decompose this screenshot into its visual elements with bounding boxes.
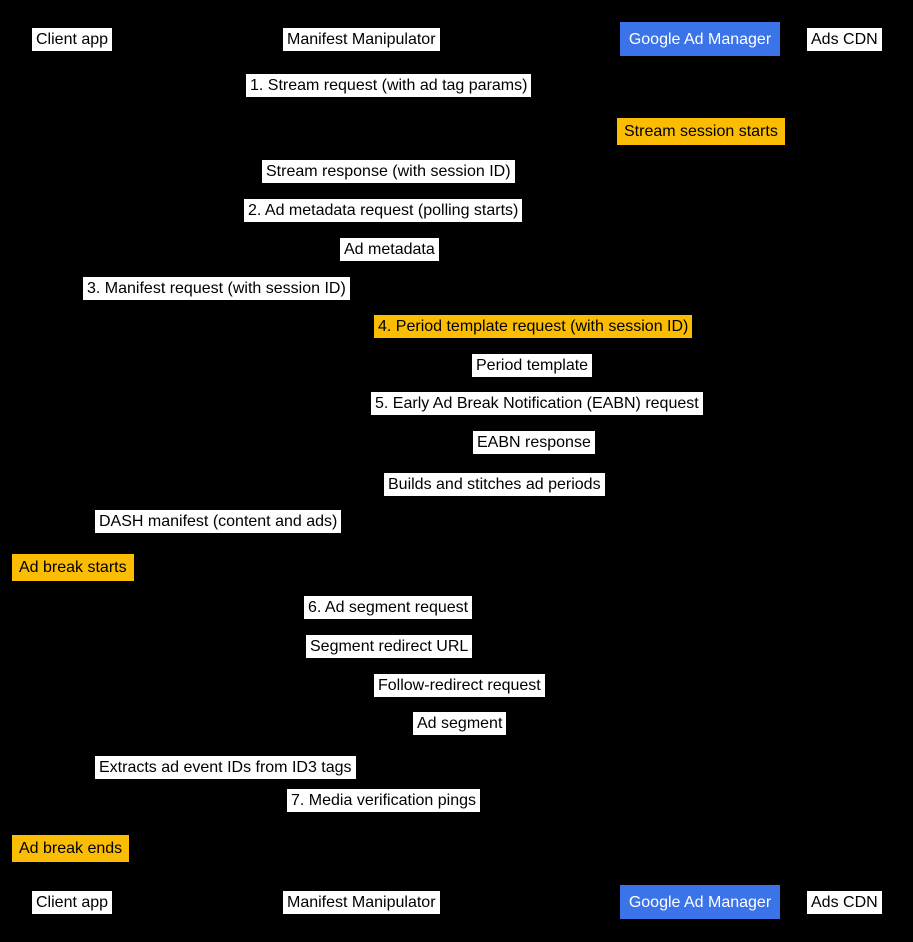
message-extracts-ad-event-ids: Extracts ad event IDs from ID3 tags xyxy=(95,756,356,779)
message-stream-request: 1. Stream request (with ad tag params) xyxy=(246,74,531,97)
message-eabn-response: EABN response xyxy=(473,431,595,454)
message-ad-segment: Ad segment xyxy=(413,712,506,735)
actor-ads-cdn-top: Ads CDN xyxy=(807,28,882,51)
message-period-template-request: 4. Period template request (with session ID) xyxy=(374,315,692,338)
message-segment-redirect-url: Segment redirect URL xyxy=(306,635,472,658)
message-dash-manifest: DASH manifest (content and ads) xyxy=(95,510,341,533)
message-eabn-request: 5. Early Ad Break Notification (EABN) request xyxy=(371,392,703,415)
message-follow-redirect-request: Follow-redirect request xyxy=(374,674,545,697)
note-ad-break-ends: Ad break ends xyxy=(12,835,129,862)
note-stream-session-starts: Stream session starts xyxy=(617,118,785,145)
actor-google-ad-manager-top: Google Ad Manager xyxy=(620,22,780,56)
actor-client-app-top: Client app xyxy=(32,28,112,51)
message-ad-metadata-request: 2. Ad metadata request (polling starts) xyxy=(244,199,522,222)
message-stream-response: Stream response (with session ID) xyxy=(262,160,515,183)
message-media-verification-pings: 7. Media verification pings xyxy=(287,789,480,812)
note-ad-break-starts: Ad break starts xyxy=(12,554,134,581)
message-period-template: Period template xyxy=(472,354,592,377)
actor-ads-cdn-bottom: Ads CDN xyxy=(807,891,882,914)
message-ad-metadata: Ad metadata xyxy=(340,238,439,261)
actor-manifest-manipulator-bottom: Manifest Manipulator xyxy=(283,891,440,914)
message-manifest-request: 3. Manifest request (with session ID) xyxy=(83,277,350,300)
actor-manifest-manipulator-top: Manifest Manipulator xyxy=(283,28,440,51)
actor-client-app-bottom: Client app xyxy=(32,891,112,914)
actor-google-ad-manager-bottom: Google Ad Manager xyxy=(620,885,780,919)
message-ad-segment-request: 6. Ad segment request xyxy=(304,596,472,619)
message-builds-and-stitches-ad-periods: Builds and stitches ad periods xyxy=(384,473,605,496)
